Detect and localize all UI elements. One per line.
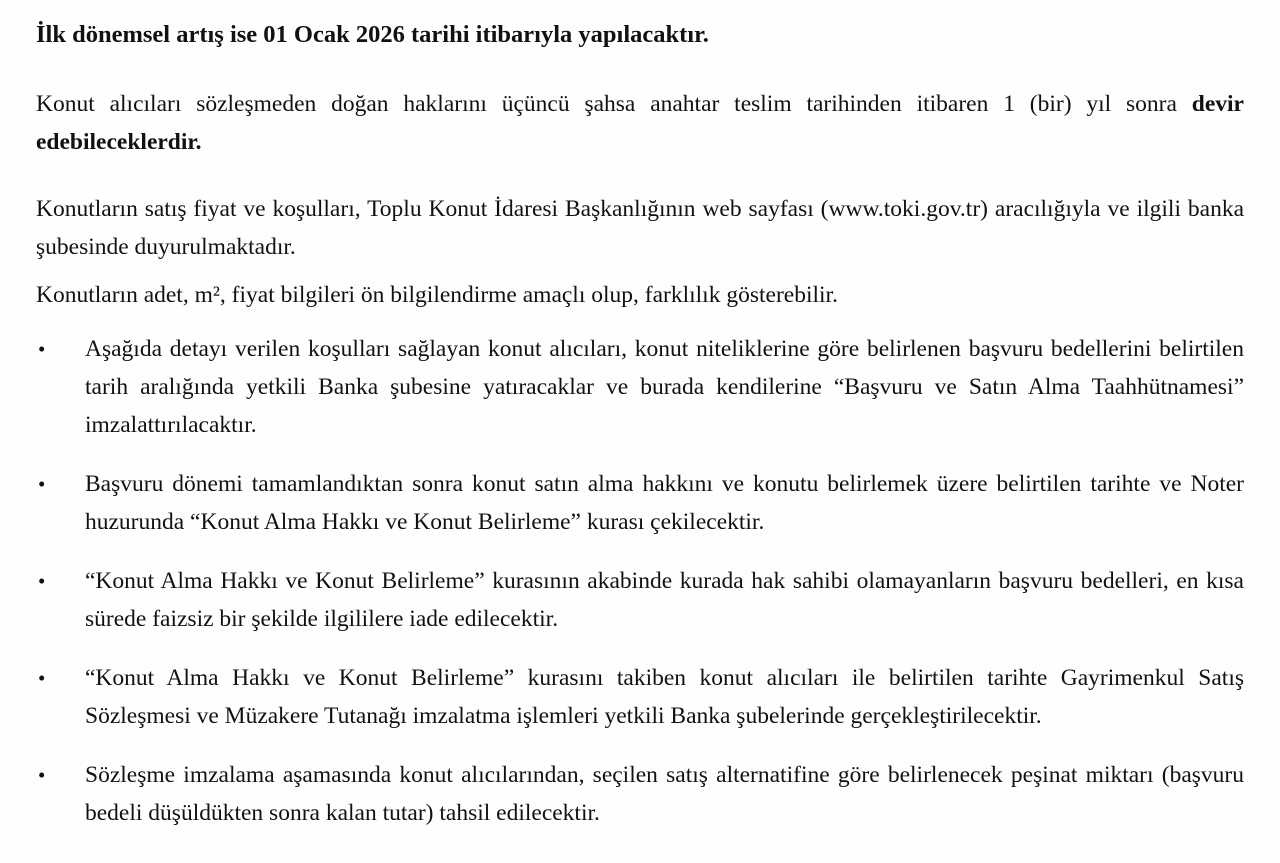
bullet-lottery-text: Başvuru dönemi tamamlandıktan sonra konut satın alma hakkını ve konutu belirlemek üzere belirtilen tarihte ve Noter huzurunda “Konut Alma Hakkı ve Konut Belirleme” kurası çekilecektir. (85, 471, 1244, 535)
bullet-icon: • (38, 569, 46, 593)
bullet-icon: • (38, 763, 46, 787)
disclaimer-paragraph: Konutların adet, m², fiyat bilgileri ön bilgilendirme amaçlı olup, farklılık gösterebilir. (36, 282, 838, 308)
bullet-icon: • (38, 472, 46, 496)
list-item (36, 562, 1244, 638)
list-item (36, 330, 1244, 444)
conditions-bullet-list (36, 330, 1244, 832)
transfer-rights-paragraph (36, 85, 1244, 161)
list-item (36, 756, 1244, 832)
list-item (36, 465, 1244, 541)
bullet-refund-text: “Konut Alma Hakkı ve Konut Belirleme” kurasının akabinde kurada hak sahibi olamayanların başvuru bedelleri, en kısa sürede faizsiz bir şekilde ilgililere iade edilecektir. (85, 568, 1244, 632)
bullet-downpayment-text: Sözleşme imzalama aşamasında konut alıcılarından, seçilen satış alternatifine göre belirlenecek peşinat miktarı (başvuru bedeli düşüldükten sonra kalan tutar) tahsil edilecektir. (85, 762, 1244, 826)
bullet-icon: • (38, 337, 46, 361)
document-heading: İlk dönemsel artış ise 01 Ocak 2026 tarihi itibarıyla yapılacaktır. (36, 21, 709, 48)
list-item (36, 659, 1244, 735)
bullet-application-text: Aşağıda detayı verilen koşulları sağlayan konut alıcıları, konut niteliklerine göre belirlenen başvuru bedellerini belirtilen tarih aralığında yetkili Banka şubesine yatıracaklar ve burada kendilerine “Başvuru ve Satın Alma Taahhütnamesi” imzalattırılacaktır. (85, 336, 1244, 438)
transfer-rights-bold-text: devir edebileceklerdir. (36, 91, 1244, 155)
bullet-icon: • (38, 666, 46, 690)
bullet-contract-text: “Konut Alma Hakkı ve Konut Belirleme” kurasını takiben konut alıcıları ile belirtilen tarihte Gayrimenkul Satış Sözleşmesi ve Müzakere Tutanağı imzalatma işlemleri yetkili Banka şubelerinde gerçekleştirilecektir. (85, 665, 1244, 729)
sales-info-paragraph: Konutların satış fiyat ve koşulları, Toplu Konut İdaresi Başkanlığının web sayfası (www.toki.gov.tr) aracılığıyla ve ilgili banka şubesinde duyurulmaktadır. (36, 196, 1244, 260)
transfer-rights-text: Konut alıcıları sözleşmeden doğan haklarını üçüncü şahsa anahtar teslim tarihinden itibaren 1 (bir) yıl sonra (36, 91, 1192, 117)
